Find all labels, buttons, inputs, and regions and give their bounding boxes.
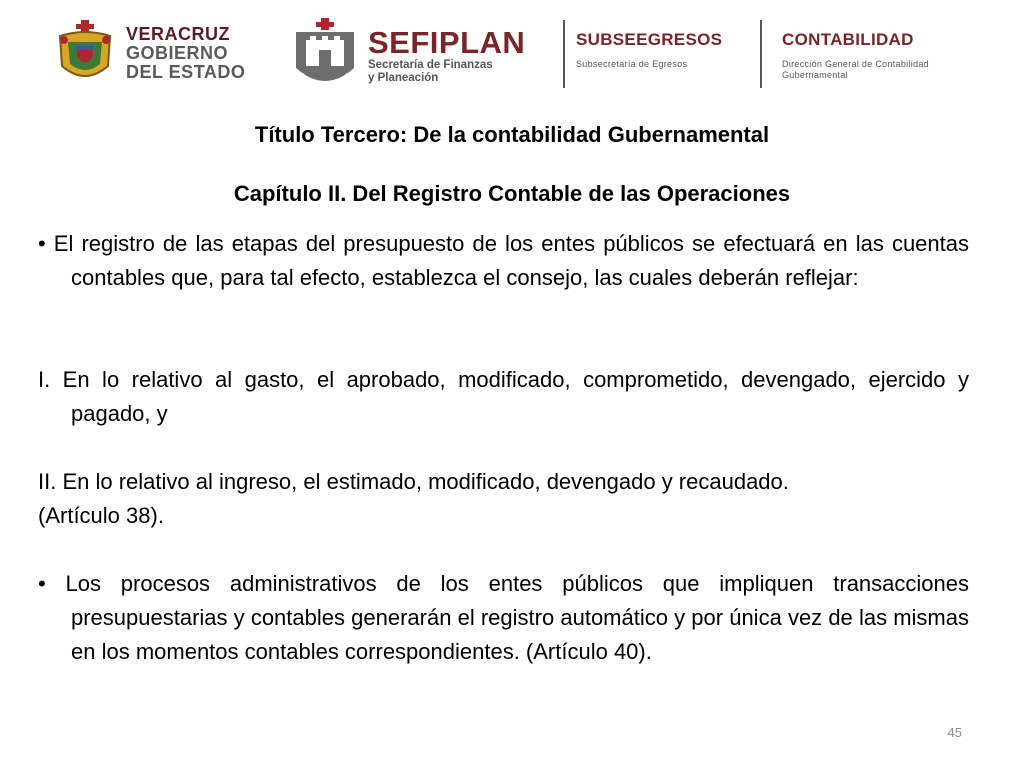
page-title: Título Tercero: De la contabilidad Gubernamental [254, 122, 770, 147]
sefiplan-subtitle-2: y Planeación [368, 72, 439, 84]
divider [563, 20, 565, 88]
castle-emblem-icon [292, 18, 358, 94]
contabilidad-subtitle-1: Dirección General de Contabilidad [782, 59, 929, 69]
divider [760, 20, 762, 88]
contabilidad-block [782, 30, 929, 81]
subseegresos-title: SUBSEEGRESOS [576, 30, 723, 49]
list-item-1: I. En lo relativo al gasto, el aprobado, modificado, comprometido, devengado, ejercido y pagado, y [38, 367, 969, 426]
veracruz-line-3: DEL ESTADO [126, 61, 246, 82]
contabilidad-subtitle-2: Gubernamental [782, 70, 848, 80]
bullet-paragraph-1: • El registro de las etapas del presupuesto de los entes públicos se efectuará en las cuentas contables que, para tal efecto, establezca el consejo, las cuales deberán reflejar: [38, 231, 969, 290]
veracruz-line-1: VERACRUZ [126, 23, 231, 44]
header-logos [0, 0, 1024, 110]
page-number: 45 [947, 725, 962, 740]
subseegresos-block [576, 30, 722, 69]
veracruz-wordmark [126, 25, 245, 82]
sefiplan-title: SEFIPLAN [368, 25, 526, 60]
article-38-reference: (Artículo 38). [38, 503, 164, 528]
sefiplan-subtitle-1: Secretaría de Finanzas [368, 59, 493, 71]
sefiplan-logo [292, 18, 525, 94]
veracruz-shield-icon [54, 20, 116, 86]
contabilidad-title: CONTABILIDAD [782, 30, 914, 49]
list-item-2: II. En lo relativo al ingreso, el estimado, modificado, devengado y recaudado. [38, 469, 789, 494]
veracruz-line-2: GOBIERNO [126, 42, 229, 63]
veracruz-logo [54, 20, 245, 86]
bullet-paragraph-2: • Los procesos administrativos de los entes públicos que impliquen transacciones presupuestarias y contables generarán el registro automático y por única vez de las mismas en los momentos contables correspondientes. (Artículo 40). [38, 571, 969, 664]
chapter-subtitle: Capítulo II. Del Registro Contable de las Operaciones [233, 181, 791, 206]
subseegresos-subtitle: Subsecretaría de Egresos [576, 59, 688, 69]
